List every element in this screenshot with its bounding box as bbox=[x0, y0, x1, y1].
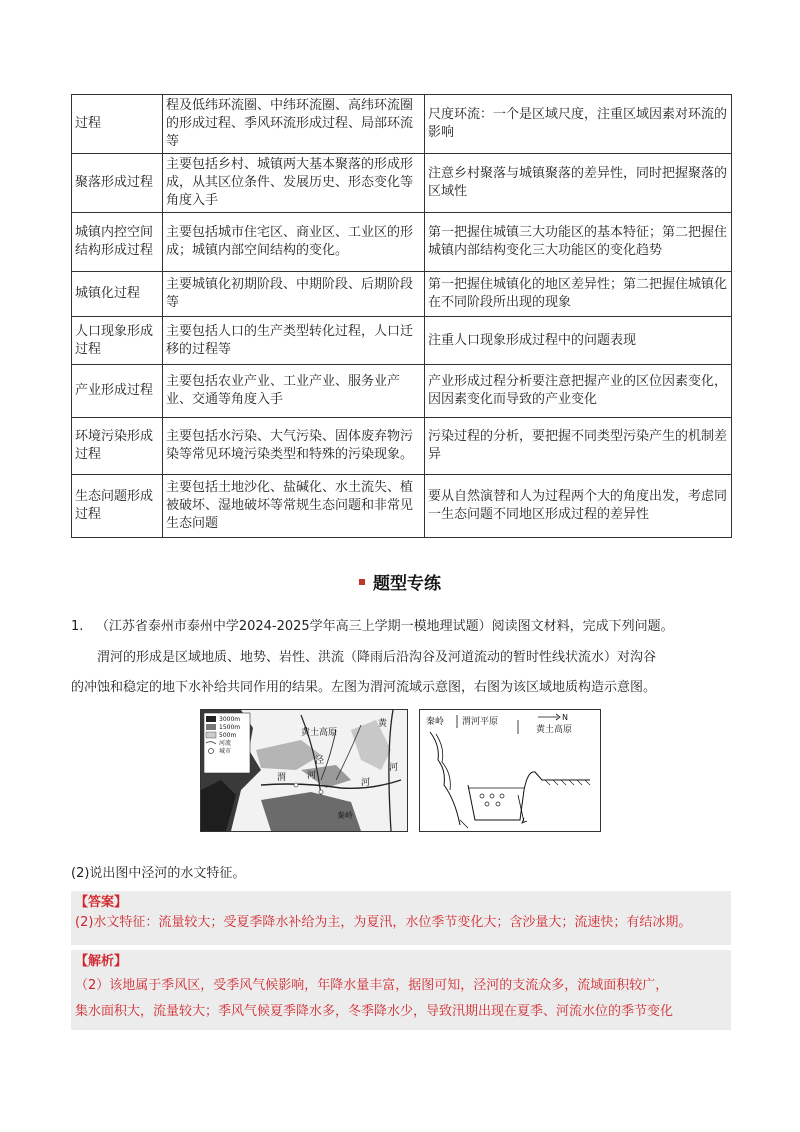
table-row bbox=[72, 95, 732, 154]
table-row bbox=[72, 365, 732, 418]
table-row bbox=[72, 317, 732, 365]
row-content-cell: 主要包括土地沙化、盐碱化、水土流失、植被破坏、湿地破坏等常规生态问题和非常见生态问题 bbox=[163, 475, 425, 538]
section-title-text: 题型专练 bbox=[373, 574, 441, 594]
table-row bbox=[72, 272, 732, 317]
row-content-cell: 主要包括人口的生产类型转化过程，人口迁移的过程等 bbox=[163, 317, 425, 365]
table-row bbox=[72, 154, 732, 213]
row-name-cell: 聚落形成过程 bbox=[72, 154, 163, 213]
legend-1500: 1500m bbox=[219, 724, 241, 731]
loess-plateau-section-label: 黄土高原 bbox=[536, 725, 573, 735]
row-content-cell: 主要城镇化初期阶段、中期阶段、后期阶段等 bbox=[163, 272, 425, 317]
row-name-cell: 生态问题形成过程 bbox=[72, 475, 163, 538]
answer-tag: 【答案】 bbox=[75, 895, 128, 910]
row-name-cell: 过程 bbox=[72, 95, 163, 154]
table-row bbox=[72, 418, 732, 475]
north-arrow-label: N bbox=[562, 713, 568, 722]
yellow-river-label-2: 河 bbox=[389, 763, 399, 773]
legend-river: 河流 bbox=[219, 740, 232, 747]
row-note-cell: 注意乡村聚落与城镇聚落的差异性，同时把握聚落的区域性 bbox=[425, 154, 732, 213]
analysis-line1: （2）该地属于季风区，受季风气候影响，年降水量丰富，据图可知，泾河的支流众多，流域面积较广， bbox=[75, 978, 669, 993]
analysis-tag: 【解析】 bbox=[75, 954, 128, 969]
table-row bbox=[72, 213, 732, 272]
row-note-cell: 第一把握住城镇三大功能区的基本特征；第二把握住城镇内部结构变化三大功能区的变化趋势 bbox=[425, 213, 732, 272]
qinling-label: 秦岭 bbox=[337, 811, 353, 820]
geologic-section-diagram bbox=[419, 709, 601, 832]
row-name-cell: 城镇化过程 bbox=[72, 272, 163, 317]
legend-city: 城市 bbox=[219, 748, 232, 755]
section-drawing bbox=[420, 710, 600, 831]
section-bullet-icon bbox=[359, 579, 365, 585]
analysis-line2: 集水面积大，流量较大；季风气候夏季降水多，冬季降水少，导致汛期出现在夏季、河流水位的季节变化 bbox=[75, 1004, 674, 1019]
jing-river-label-2: 河 bbox=[307, 771, 317, 781]
row-content-cell: 主要包括城市住宅区、商业区、工业区的形成；城镇内部空间结构的变化。 bbox=[163, 213, 425, 272]
row-name-cell: 城镇内控空间结构形成过程 bbox=[72, 213, 163, 272]
question-source-text: （江苏省泰州市泰州中学2024-2025学年高三上学期一模地理试题）阅读图文材料，完成下列问题。 bbox=[95, 619, 674, 634]
question-number: 1. bbox=[71, 619, 84, 634]
wei-river-label-2: 河 bbox=[361, 778, 371, 788]
row-note-cell: 产业形成过程分析要注意把握产业的区位因素变化，因因素变化而导致的产业变化 bbox=[425, 365, 732, 418]
row-content-cell: 主要包括水污染、大气污染、固体废弃物污染等常见环境污染类型和特殊的污染现象。 bbox=[163, 418, 425, 475]
wei-plain-label: 渭河平原 bbox=[462, 717, 499, 727]
sub-question: (2)说出图中泾河的水文特征。 bbox=[71, 866, 246, 881]
row-content-cell: 主要包括乡村、城镇两大基本聚落的形成形成，从其区位条件、发展历史、形态变化等角度入手 bbox=[163, 154, 425, 213]
material-paragraph-line2: 的冲蚀和稳定的地下水补给共同作用的结果。左图为渭河流域示意图，右图为该区域地质构造示意图。 bbox=[71, 680, 657, 695]
analysis-block bbox=[71, 950, 731, 1030]
row-note-cell: 要从自然演替和人为过程两个大的角度出发，考虑同一生态问题不同地区形成过程的差异性 bbox=[425, 475, 732, 538]
jing-river-label-1: 泾 bbox=[315, 756, 325, 766]
question-source bbox=[71, 617, 741, 637]
wei-river-label-1: 渭 bbox=[277, 773, 287, 783]
row-name-cell: 环境污染形成过程 bbox=[72, 418, 163, 475]
table-row bbox=[72, 475, 732, 538]
section-title bbox=[0, 569, 800, 594]
wei-river-basin-map bbox=[200, 709, 408, 832]
basin-map-drawing bbox=[201, 710, 407, 831]
loess-plateau-label: 黄土高原 bbox=[301, 728, 338, 738]
process-table bbox=[71, 94, 732, 538]
answer-block bbox=[71, 891, 731, 945]
row-note-cell: 第一把握住城镇化的地区差异性；第二把握住城镇化在不同阶段所出现的现象 bbox=[425, 272, 732, 317]
row-note-cell: 污染过程的分析，要把握不同类型污染产生的机制差异 bbox=[425, 418, 732, 475]
qinling-section-label: 秦岭 bbox=[426, 717, 445, 727]
row-note-cell: 尺度环流：一个是区域尺度，注重区域因素对环流的影响 bbox=[425, 95, 732, 154]
answer-text: (2)水文特征：流量较大；受夏季降水补给为主，为夏汛，水位季节变化大；含沙量大；流速快；有结冰期。 bbox=[75, 915, 692, 930]
row-note-cell: 注重人口现象形成过程中的问题表现 bbox=[425, 317, 732, 365]
legend-500: 500m bbox=[219, 732, 237, 739]
row-content-cell: 程及低纬环流圈、中纬环流圈、高纬环流圈的形成过程、季风环流形成过程、局部环流等 bbox=[163, 95, 425, 154]
yellow-river-label-1: 黄 bbox=[378, 719, 388, 729]
material-paragraph-line1: 渭河的形成是区域地质、地势、岩性、洪流（降雨后沿沟谷及河道流动的暂时性线状流水）对沟谷 bbox=[97, 650, 657, 665]
row-content-cell: 主要包括农业产业、工业产业、服务业产业、交通等角度入手 bbox=[163, 365, 425, 418]
row-name-cell: 产业形成过程 bbox=[72, 365, 163, 418]
legend-3000: 3000m bbox=[219, 716, 241, 723]
row-name-cell: 人口现象形成过程 bbox=[72, 317, 163, 365]
